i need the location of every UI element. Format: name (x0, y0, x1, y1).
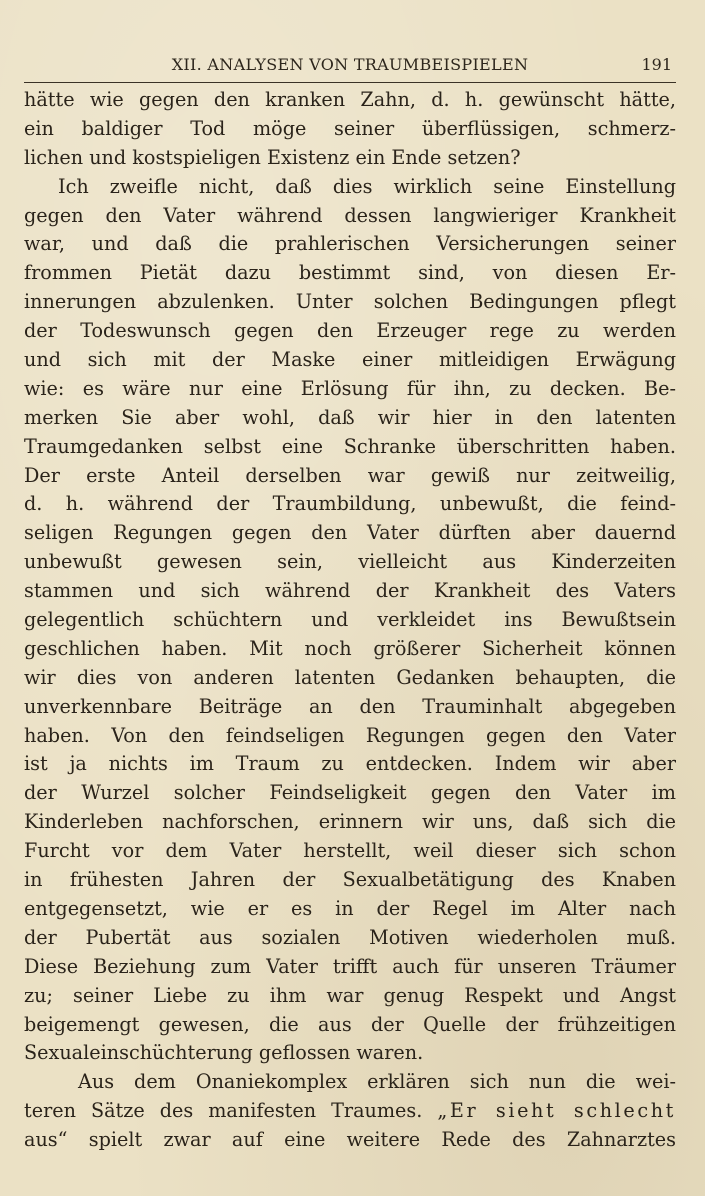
text-line: haben. Von den feindseligen Regungen gegen den Vater (24, 723, 676, 747)
text-line: ist ja nichts im Traum zu entdecken. Indem wir aber (24, 752, 676, 776)
text-line: in frühesten Jahren der Sexualbetätigung des Knaben (24, 868, 676, 892)
text-line: Furcht vor dem Vater herstellt, weil dieser sich schon (24, 839, 676, 863)
text-line: Kinderleben nachforschen, erinnern wir uns, daß sich die (24, 810, 676, 834)
text-line: der Todeswunsch gegen den Erzeuger rege zu werden (24, 319, 676, 343)
text-line: hätte wie gegen den kranken Zahn, d. h. gewünscht hätte, (24, 88, 676, 111)
text-line: wir dies von anderen latenten Gedanken behaupten, die (24, 665, 676, 689)
text-line: innerungen abzulenken. Unter solchen Bedingungen pflegt (24, 290, 676, 314)
running-head (24, 52, 676, 83)
text-line: zu; seiner Liebe zu ihm war genug Respekt und Angst (24, 983, 676, 1007)
text-line: ein baldiger Tod möge seiner überflüssigen, schmerz- (24, 116, 676, 140)
text-line: der Pubertät aus sozialen Motiven wiederholen muß. (24, 925, 676, 949)
text-line: der Wurzel solcher Feindseligkeit gegen den Vater im (24, 781, 676, 805)
text-line: wie: es wäre nur eine Erlösung für ihn, zu decken. Be- (24, 376, 676, 400)
text-line: lichen und kostspieligen Existenz ein Ende setzen? (24, 145, 521, 169)
running-title: XII. ANALYSEN VON TRAUMBEISPIELEN (171, 55, 529, 74)
text-line: entgegensetzt, wie er es in der Regel im Alter nach (24, 896, 676, 920)
paragraph-first-line: Aus dem Onaniekomplex erklären sich nun die wei- (78, 1070, 676, 1094)
text-line: aus“ spielt zwar auf eine weitere Rede des Zahnarztes (24, 1128, 676, 1152)
text-line: merken Sie aber wohl, daß wir hier in den latenten (24, 405, 676, 429)
text-line: geschlichen haben. Mit noch größerer Sicherheit können (24, 636, 676, 660)
text-line: Traumgedanken selbst eine Schranke überschritten haben. (24, 434, 676, 458)
text-line: gelegentlich schüchtern und verkleidet ins Bewußtsein (24, 608, 676, 632)
text-line: Diese Beziehung zum Vater trifft auch für unseren Träumer (24, 954, 676, 978)
text-line: d. h. während der Traumbildung, unbewußt, die feind- (24, 492, 676, 516)
text-line-with-quote (24, 1097, 676, 1126)
text-fragment: teren Sätze des manifesten Traumes. (24, 1099, 423, 1123)
text-line: stammen und sich während der Krankheit des Vaters (24, 579, 676, 603)
paragraph-first-line: Ich zweifle nicht, daß dies wirklich seine Einstellung (58, 174, 676, 198)
text-line: frommen Pietät dazu bestimmt sind, von diesen Er- (24, 261, 676, 285)
text-line: war, und daß die prahlerischen Versicherungen seiner (24, 232, 676, 256)
text-line: unbewußt gewesen sein, vielleicht aus Kinderzeiten (24, 550, 676, 574)
body-text (24, 86, 676, 1155)
text-line: Der erste Anteil derselben war gewiß nur zeitweilig, (24, 463, 676, 487)
page-number: 191 (641, 55, 672, 74)
text-line: Sexualeinschüchterung geflossen waren. (24, 1041, 424, 1065)
text-line: beigemengt gewesen, die aus der Quelle der frühzeitigen (24, 1012, 676, 1036)
text-line: seligen Regungen gegen den Vater dürften aber dauernd (24, 521, 676, 545)
text-line: gegen den Vater während dessen langwieriger Krankheit (24, 203, 676, 227)
spaced-quote: „Er sieht schlecht (437, 1099, 676, 1123)
text-line: und sich mit der Maske einer mitleidigen Erwägung (24, 348, 676, 372)
text-line: unverkennbare Beiträge an den Trauminhalt abgegeben (24, 694, 676, 718)
